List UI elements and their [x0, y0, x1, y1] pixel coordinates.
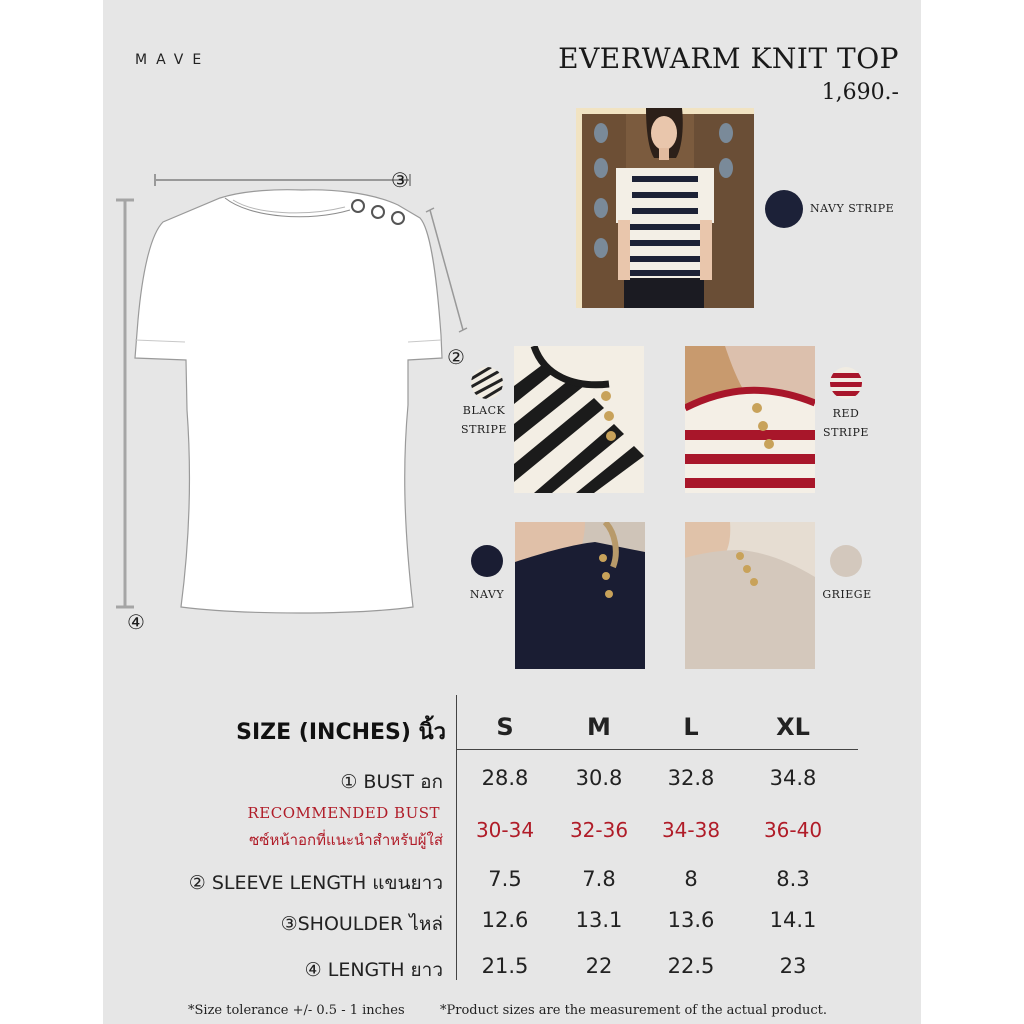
size-header-s: S — [496, 713, 514, 741]
size-header-m: M — [587, 713, 611, 741]
length-dimension-line — [116, 200, 134, 607]
footnote-measurement: *Product sizes are the measurement of the actual product. — [440, 1003, 828, 1018]
product-price: 1,690.- — [821, 80, 899, 105]
griege-label: GRIEGE — [822, 588, 872, 601]
table-cell: 12.6 — [481, 908, 529, 932]
table-cell: 34.8 — [769, 766, 817, 790]
black-stripe-swatch[interactable] — [471, 367, 503, 399]
row-label-shoulder: ③SHOULDER ไหล่ — [280, 913, 443, 935]
tshirt-diagram — [105, 160, 475, 640]
shoulder-dimension-line — [155, 174, 410, 186]
row-label-bust: ① BUST อก — [340, 771, 443, 793]
navy-stripe-label: NAVY STRIPE — [810, 202, 895, 215]
product-title: EVERWARM KNIT TOP — [558, 42, 899, 75]
footnote-size-tolerance: *Size tolerance +/- 0.5 - 1 inches — [188, 1003, 405, 1018]
table-cell: 36-40 — [763, 818, 823, 842]
table-cell: 7.8 — [582, 867, 616, 891]
navy-label: NAVY — [469, 588, 505, 601]
size-header-label: SIZE (INCHES) นิ้ว — [236, 720, 446, 745]
length-marker: ④ — [127, 610, 145, 634]
table-cell: 23 — [779, 954, 807, 978]
shirt-button-2 — [372, 206, 384, 218]
table-cell: 22.5 — [667, 954, 715, 978]
row-label-recommended-bust: RECOMMENDED BUST — [247, 804, 440, 822]
shoulder-marker: ③ — [391, 168, 409, 192]
product-photo-navy — [515, 522, 645, 669]
red-stripe-label: RED STRIPE — [823, 407, 869, 439]
shirt-button-1 — [352, 200, 364, 212]
size-header-xl: XL — [776, 713, 810, 741]
shirt-button-3 — [392, 212, 404, 224]
row-label-recommended-bust-thai: ซซ์หน้าอกที่แนะนำสำหรับผู้ใส่ — [249, 831, 443, 849]
row-label-length: ④ LENGTH ยาว — [304, 959, 443, 981]
table-cell: 7.5 — [488, 867, 522, 891]
table-cell: 32-36 — [569, 818, 629, 842]
table-vertical-divider — [456, 695, 457, 980]
product-photo-black-stripe — [514, 346, 644, 493]
table-cell: 30-34 — [475, 818, 535, 842]
product-photo-red-stripe — [685, 346, 815, 493]
navy-stripe-swatch[interactable] — [765, 190, 803, 228]
navy-swatch[interactable] — [471, 545, 503, 577]
tshirt-outline — [135, 190, 442, 613]
size-header-l: L — [683, 713, 699, 741]
black-stripe-label: BLACK STRIPE — [461, 404, 507, 436]
product-photo-navy-stripe — [576, 108, 754, 308]
sleeve-marker: ② — [447, 345, 465, 369]
table-cell: 13.1 — [575, 908, 623, 932]
product-photo-griege — [685, 522, 815, 669]
table-cell: 8.3 — [776, 867, 810, 891]
table-cell: 21.5 — [481, 954, 529, 978]
table-cell: 28.8 — [481, 766, 529, 790]
table-header-divider — [456, 749, 858, 750]
table-cell: 30.8 — [575, 766, 623, 790]
table-cell: 14.1 — [769, 908, 817, 932]
table-cell: 22 — [585, 954, 613, 978]
red-stripe-swatch[interactable] — [830, 367, 862, 399]
brand-logo: MAVE — [135, 52, 211, 68]
table-cell: 34-38 — [661, 818, 721, 842]
row-label-sleeve-length: ② SLEEVE LENGTH แขนยาว — [188, 872, 443, 894]
table-cell: 13.6 — [667, 908, 715, 932]
table-cell: 32.8 — [667, 766, 715, 790]
griege-swatch[interactable] — [830, 545, 862, 577]
table-cell: 8 — [684, 867, 698, 891]
